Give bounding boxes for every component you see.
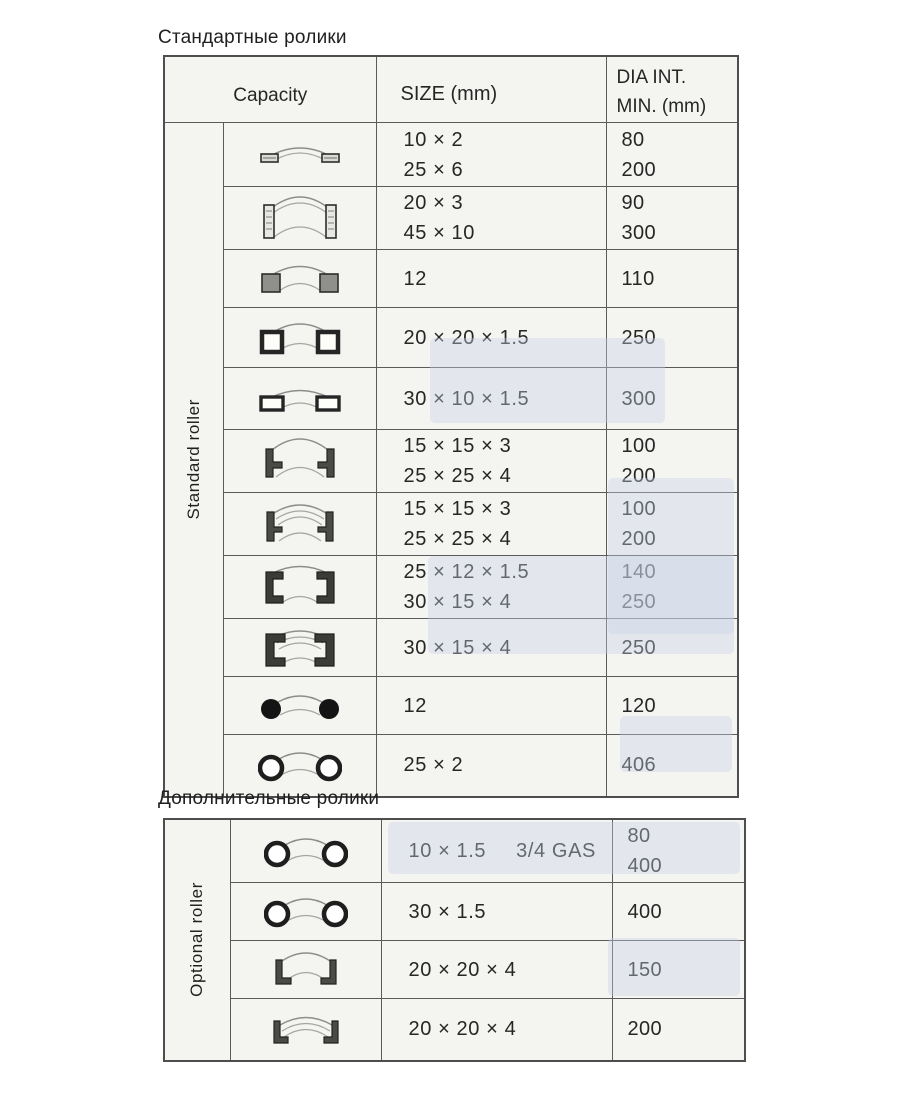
dia-cell [606, 493, 738, 556]
size-cell [376, 250, 606, 308]
dia-value: 100 [621, 498, 657, 520]
dia-value: 300 [621, 222, 657, 244]
profile-cell [223, 677, 376, 735]
table-row [164, 819, 745, 883]
size-value: 20 × 20 × 1.5 [403, 326, 530, 349]
standard-rollers-title: Стандартные ролики [158, 27, 347, 48]
profile-cell [223, 123, 376, 187]
size-value: 20 × 20 × 4 [408, 958, 517, 981]
flat-bar-flat-profile-icon [258, 133, 342, 171]
dia-value: 250 [621, 636, 657, 659]
dia-cell [606, 677, 738, 735]
capacity-header: Capacity [164, 56, 376, 123]
profile-cell [223, 493, 376, 556]
table-row [164, 883, 745, 941]
size-cell [381, 999, 612, 1061]
dia-value: 200 [627, 1018, 663, 1041]
profile-cell [223, 430, 376, 493]
size-value: 25 × 6 [403, 158, 464, 181]
table-row [164, 123, 738, 187]
size-cell [376, 308, 606, 368]
size-cell [376, 677, 606, 735]
dia-value: 400 [627, 900, 663, 923]
dia-value: 120 [621, 694, 657, 717]
dia-value: 400 [627, 855, 663, 877]
table-header-row [164, 56, 738, 123]
round-tube-profile-icon [264, 887, 348, 931]
dia-cell [606, 187, 738, 250]
size-value: 30 × 10 × 1.5 [403, 387, 530, 410]
table-row [164, 493, 738, 556]
dia-cell [606, 430, 738, 493]
table-row [164, 187, 738, 250]
dia-value: 80 [621, 128, 645, 151]
table-row [164, 556, 738, 619]
optional-group-label: Optional roller [187, 882, 207, 998]
standard-rollers-table [163, 55, 739, 798]
size-value: 45 × 10 [403, 222, 476, 244]
profile-cell [223, 187, 376, 250]
standard-group-label: Standard roller [183, 398, 203, 520]
optional-rollers-table [163, 818, 746, 1062]
size-cell [376, 556, 606, 619]
dia-cell [612, 999, 745, 1061]
dia-cell [606, 556, 738, 619]
profile-cell [223, 556, 376, 619]
table-row [164, 368, 738, 430]
size-value: 12 [403, 694, 427, 717]
size-value: 12 [403, 267, 427, 290]
size-note: 3/4 GAS [516, 840, 596, 862]
dia-value: 140 [621, 561, 657, 583]
dia-value: 80 [627, 825, 651, 847]
size-cell [381, 819, 612, 883]
dia-value: 200 [621, 158, 657, 181]
size-value: 30 × 15 × 4 [403, 591, 512, 613]
square-bar-profile-icon [258, 255, 342, 297]
dia-cell [612, 883, 745, 941]
dia-cell [606, 368, 738, 430]
optional-rollers-title: Дополнительные ролики [158, 788, 380, 809]
optional-group-label-cell [164, 819, 230, 1061]
profile-cell [230, 941, 381, 999]
size-cell [376, 430, 606, 493]
size-header: SIZE (mm) [376, 56, 606, 123]
dia-cell [606, 250, 738, 308]
size-value: 10 × 1.5 [408, 840, 487, 862]
size-cell [381, 941, 612, 999]
dia-value: 90 [621, 192, 645, 214]
size-value: 20 × 3 [403, 192, 464, 214]
table-row [164, 677, 738, 735]
dia-value: 100 [621, 435, 657, 457]
flat-bar-edge-profile-icon [258, 189, 342, 243]
angle-legs-down-profile-icon [264, 1005, 348, 1049]
size-value: 25 × 25 × 4 [403, 528, 512, 550]
profile-cell [223, 368, 376, 430]
angle-legs-up-profile-icon [264, 945, 348, 989]
table-row [164, 430, 738, 493]
dia-header [606, 56, 738, 123]
size-value: 15 × 15 × 3 [403, 498, 512, 520]
size-value: 20 × 20 × 4 [408, 1018, 517, 1041]
angle-flange-down-profile-icon [258, 498, 342, 546]
dia-cell [612, 941, 745, 999]
dia-value: 110 [621, 267, 655, 290]
dia-value: 150 [627, 958, 663, 981]
dia-value: 300 [621, 387, 657, 410]
size-value: 30 × 1.5 [408, 900, 487, 923]
dia-cell [606, 619, 738, 677]
round-bar-profile-icon [258, 682, 342, 724]
table-row [164, 941, 745, 999]
size-cell [381, 883, 612, 941]
size-cell [376, 368, 606, 430]
table-row [164, 999, 745, 1061]
channel-legs-in-profile-icon [258, 560, 342, 610]
profile-cell [223, 619, 376, 677]
square-tube-profile-icon [258, 313, 342, 357]
size-value: 10 × 2 [403, 128, 464, 151]
size-value: 15 × 15 × 3 [403, 435, 512, 457]
dia-value: 406 [621, 754, 657, 777]
dia-header-line2: MIN. (mm) [616, 95, 707, 117]
rect-tube-profile-icon [258, 377, 342, 415]
size-cell [376, 735, 606, 797]
profile-cell [223, 250, 376, 308]
dia-cell [606, 308, 738, 368]
table-row [164, 250, 738, 308]
table-row [164, 619, 738, 677]
round-tube-profile-icon [264, 827, 348, 871]
dia-header-line1: DIA INT. [616, 67, 687, 88]
channel-legs-up-profile-icon [258, 620, 342, 670]
dia-cell [612, 819, 745, 883]
profile-cell [230, 819, 381, 883]
angle-flange-in-profile-icon [258, 435, 342, 483]
profile-cell [230, 883, 381, 941]
dia-value: 200 [621, 528, 657, 550]
profile-cell [223, 308, 376, 368]
size-cell [376, 123, 606, 187]
standard-group-label-cell [164, 123, 223, 797]
table-row [164, 308, 738, 368]
dia-value: 250 [621, 591, 657, 613]
size-value: 25 × 12 × 1.5 [403, 561, 530, 583]
size-value: 30 × 15 × 4 [403, 636, 512, 659]
dia-value: 250 [621, 326, 657, 349]
size-cell [376, 187, 606, 250]
size-value: 25 × 25 × 4 [403, 465, 512, 487]
profile-cell [230, 999, 381, 1061]
size-value: 25 × 2 [403, 754, 464, 777]
round-tube-profile-icon [258, 741, 342, 785]
size-cell [376, 493, 606, 556]
dia-value: 200 [621, 465, 657, 487]
dia-cell [606, 123, 738, 187]
size-cell [376, 619, 606, 677]
dia-cell [606, 735, 738, 797]
